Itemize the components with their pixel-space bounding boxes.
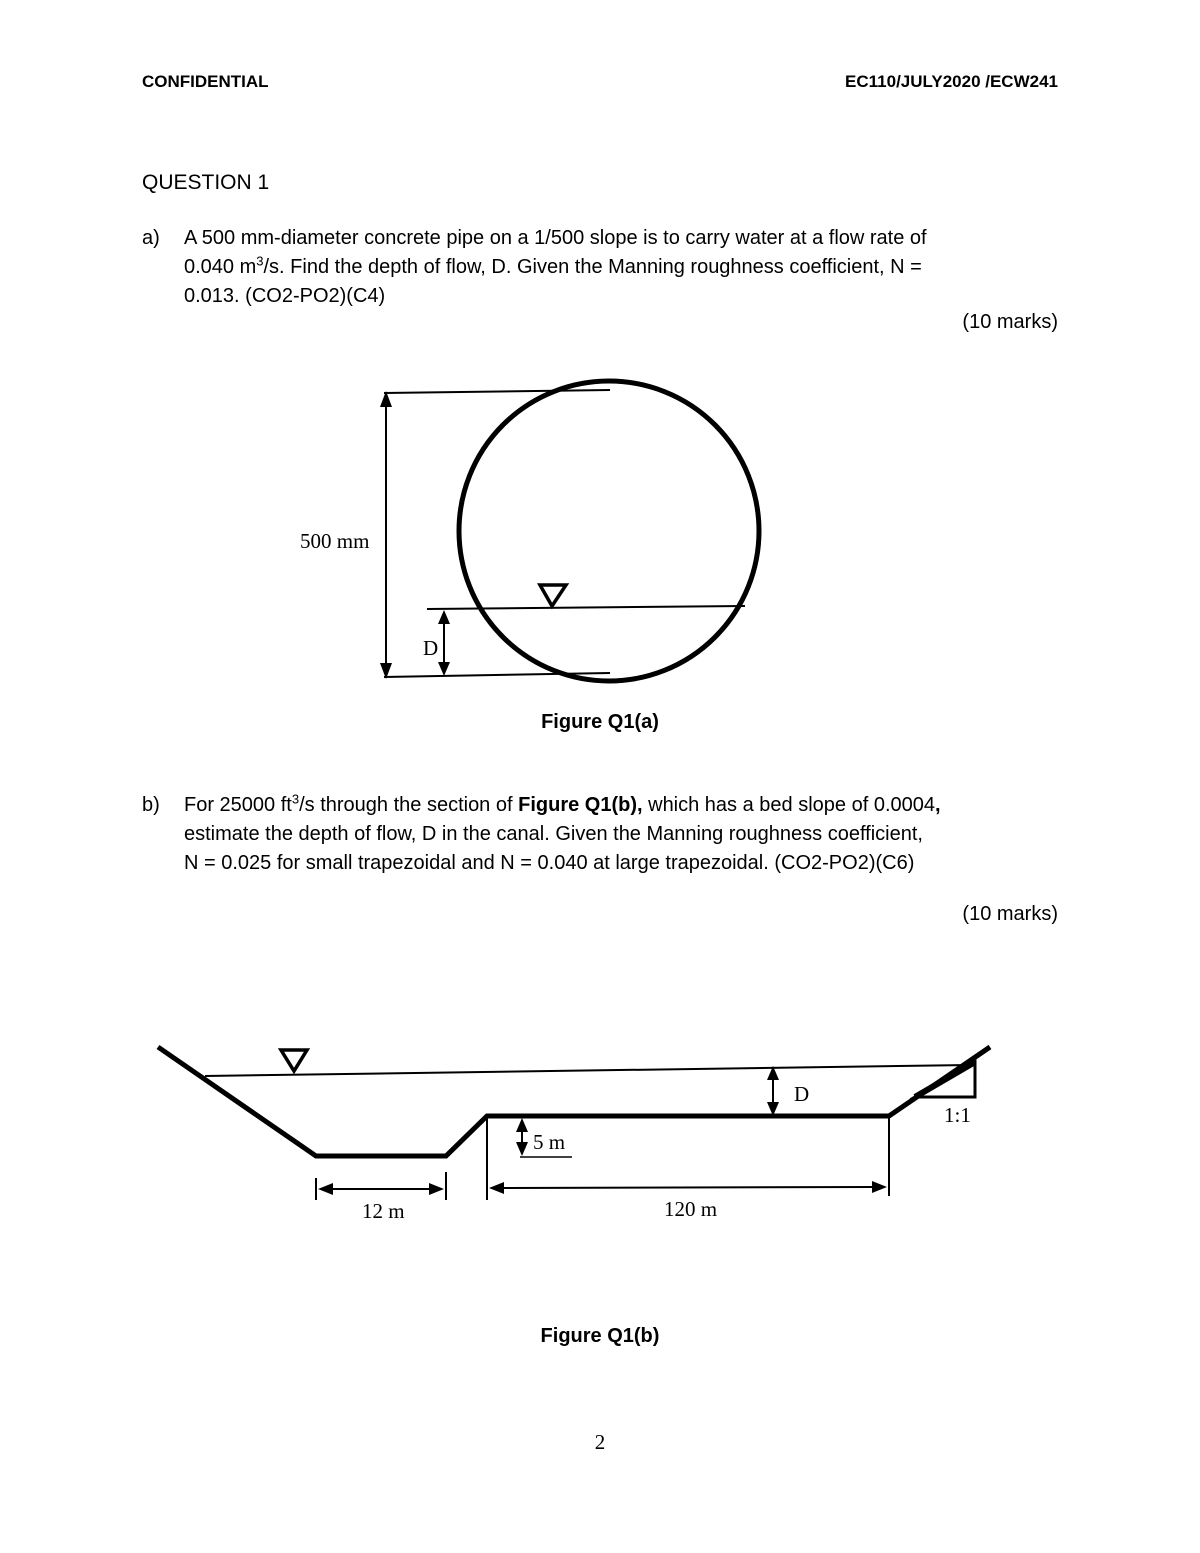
top-extension-line: [384, 390, 610, 393]
water-level-symbol: [540, 585, 566, 606]
large-width-dimension-line: [501, 1187, 875, 1188]
large-width-label: 120 m: [664, 1197, 718, 1221]
part-a-marks: (10 marks): [962, 311, 1058, 333]
header-course-code: EC110/JULY2020 /ECW241: [845, 72, 1058, 91]
figure-a-caption: Figure Q1(a): [541, 711, 659, 733]
question-title: QUESTION 1: [142, 171, 270, 194]
water-surface-line: [205, 1065, 970, 1076]
figure-q1b-diagram: [0, 1000, 1200, 1240]
depth-label: D: [794, 1082, 810, 1106]
slope-label: 1:1: [944, 1103, 971, 1127]
diameter-label: 500 mm: [300, 529, 370, 553]
large-width-arrow-left: [489, 1182, 504, 1194]
part-b-line-2: estimate the depth of flow, D in the canal. Given the Manning roughness coefficient,: [184, 823, 923, 845]
pipe-circle: [459, 381, 759, 681]
page-number: 2: [594, 1430, 606, 1454]
slope-hypotenuse: [915, 1062, 975, 1097]
header-confidential: CONFIDENTIAL: [142, 72, 269, 91]
water-surface-line: [427, 606, 745, 609]
figure-q1a-diagram: [0, 0, 1200, 760]
canal-profile: [158, 1047, 990, 1156]
small-width-arrow-right: [429, 1183, 444, 1195]
depth-label: D: [423, 636, 439, 660]
step-arrow-bottom: [516, 1142, 528, 1156]
part-b-label: b): [142, 794, 160, 816]
part-b-text: [184, 791, 1064, 878]
depth-arrow-bottom: [438, 662, 450, 676]
small-width-label: 12 m: [362, 1199, 405, 1223]
figure-b-caption: Figure Q1(b): [540, 1325, 660, 1347]
part-b-line-3: N = 0.025 for small trapezoidal and N = 0.040 at large trapezoidal. (CO2-PO2)(C6): [184, 852, 915, 874]
part-b-marks: (10 marks): [962, 903, 1058, 925]
part-a-line-2: 0.040 $m^3/s$. Find the depth of flow, D. Given the Manning roughness coefficient, N =: [184, 253, 922, 278]
part-b-line-1: For 25000 $ft^3/s$ through the section of Figure Q1(b), which has a bed slope of 0.0004,: [184, 791, 941, 816]
small-width-arrow-left: [318, 1183, 333, 1195]
water-level-symbol: [281, 1050, 307, 1071]
part-a-line-1: A 500 mm-diameter concrete pipe on a 1/500 slope is to carry water at a flow rate of: [184, 227, 927, 249]
step-label: 5 m: [533, 1130, 566, 1154]
step-arrow-top: [516, 1118, 528, 1132]
part-a-line-3: 0.013. (CO2-PO2)(C4): [184, 285, 386, 307]
depth-arrow-top: [438, 610, 450, 624]
large-width-arrow-right: [872, 1181, 887, 1193]
part-a-label: a): [142, 227, 160, 249]
